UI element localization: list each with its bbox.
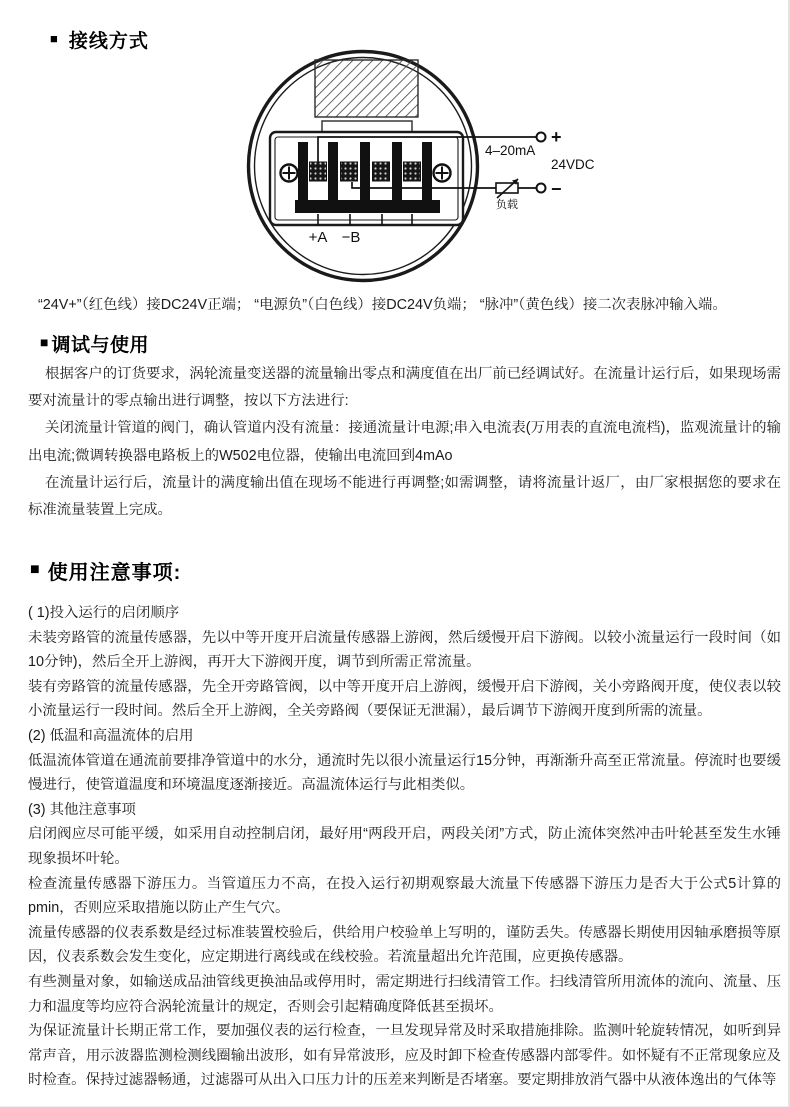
paragraph: 有些测量对象，如输送成品油管线更换油品或停用时，需定期进行扫线清管工作。扫线清管所用流体的流向、流量、压力和温度等均应符合涡轮流量计的规定，否则会引起精确度降低甚至损坏。 — [28, 973, 781, 1015]
paragraph: ( 1)投入运行的启闭顺序 — [28, 605, 180, 621]
precautions-section-body — [28, 601, 781, 1093]
wiring-color-note: “24V+”（红色线）接DC24V正端； “电源负”（白色线）接DC24V负端； “脉冲”（黄色线）接二次表脉冲输入端。 — [38, 297, 727, 313]
paragraph: (2) 低温和高温流体的启用 — [28, 727, 194, 744]
paragraph: 流量传感器的仪表系数是经过标准装置校验后，供给用户校验单上写明的，谨防丢失。传感器长期使用因轴承磨损等原因，仪表系数会发生变化，应定期进行离线或在线校验。若流量超出允许范围，应更换传感器。 — [28, 924, 781, 966]
section-heading-debug — [40, 330, 149, 357]
section-heading-wiring — [50, 26, 149, 53]
mounting-screw-left — [281, 165, 298, 182]
mounting-screw-right — [434, 165, 451, 182]
gland-strip — [322, 121, 412, 132]
paragraph: 低温流体管道在通流前要排净管道中的水分，通流时先以很小流量运行15分钟，再渐渐升高至正常流量。停流时也要缓慢进行，使管道温度和环境温度逐渐接近。高温流体运行与此相类似。 — [28, 752, 781, 794]
debug-section-body — [28, 361, 781, 524]
paragraph: 根据客户的订货要求，涡轮流量变送器的流量输出零点和满度值在出厂前已经调试好。在流量计运行后，如果现场需要对流量计的零点输出进行调整，按以下方法进行: — [28, 366, 781, 410]
paragraph: 为保证流量计长期正常工作，要加强仪表的运行检查，一旦发现异常及时采取措施排除。监测叶轮旋转情况，如听到异常声音，用示波器监测检测线圈输出波形，如有异常波形，应及时卸下检查传感器内部零件。如怀疑有不正常现象应及时检查。保持过滤器畅通，过滤器可从出入口压力计的压差来判断是否堵塞。要定期排放消气器中从液体逸出的气体等 — [28, 1023, 781, 1089]
section-title: 使用注意事项: — [47, 562, 182, 584]
paragraph: 未装旁路管的流量传感器，先以中等开度开启流量传感器上游阀，然后缓慢开启下游阀。以较小流量运行一段时间（如10分钟)，然后全开上游阀，再开大下游阀开度，调节到所需正常流量。 — [28, 629, 781, 671]
terminal-b-label: −B — [341, 229, 361, 246]
plus-sign: + — [551, 127, 562, 147]
square-bullet-icon: ■ — [40, 333, 49, 350]
minus-sign: − — [551, 179, 562, 199]
paragraph: (3) 其他注意事项 — [28, 801, 136, 818]
section-heading-precautions — [30, 556, 181, 585]
load-resistor-icon — [496, 179, 518, 198]
hatched-cable-gland — [315, 60, 418, 117]
current-range-label: 4–20mA — [485, 143, 536, 158]
paragraph: 检查流量传感器下游压力。当管道压力不高，在投入运行初期观察最大流量下传感器下游压力是否大于公式5计算的pmin，否则应采取措施以防止产生气穴。 — [28, 875, 781, 917]
paragraph: 关闭流量计管道的阀门，确认管道内没有流量：接通流量计电源;串入电流表(万用表的直流电流档)，监观流量计的输出电流;微调转换器电路板上的W502电位器，使输出电流回到4mAo — [28, 420, 781, 464]
square-bullet-icon: ■ — [30, 560, 40, 578]
plus-terminal-dot — [537, 133, 546, 142]
terminal-a-label: +A — [308, 229, 328, 246]
paragraph: 在流量计运行后，流量计的满度输出值在现场不能进行再调整;如需调整，请将流量计返厂，由厂家根据您的要求在标准流量装置上完成。 — [28, 474, 781, 519]
minus-terminal-dot — [537, 184, 546, 193]
supply-voltage-label: 24VDC — [551, 157, 595, 172]
load-label: 负载 — [496, 199, 518, 211]
wiring-diagram — [238, 36, 618, 298]
square-bullet-icon: ■ — [50, 31, 58, 46]
section-title: 调试与使用 — [51, 335, 149, 356]
section-title: 接线方式 — [68, 31, 149, 52]
paragraph: 装有旁路管的流量传感器，先全开旁路管阀，以中等开度开启上游阀，缓慢开启下游阀，关小旁路阀开度，使仪表以较小流量运行一段时间。然后全开上游阀，全关旁路阀（要保证无泄漏），最后调节下游阀开度到所需的流量。 — [28, 678, 781, 720]
paragraph: 启闭阀应尽可能平缓，如采用自动控制启闭，最好用“两段开启，两段关闭”方式，防止流体突然冲击叶轮甚至发生水锤现象损坏叶轮。 — [28, 826, 781, 867]
